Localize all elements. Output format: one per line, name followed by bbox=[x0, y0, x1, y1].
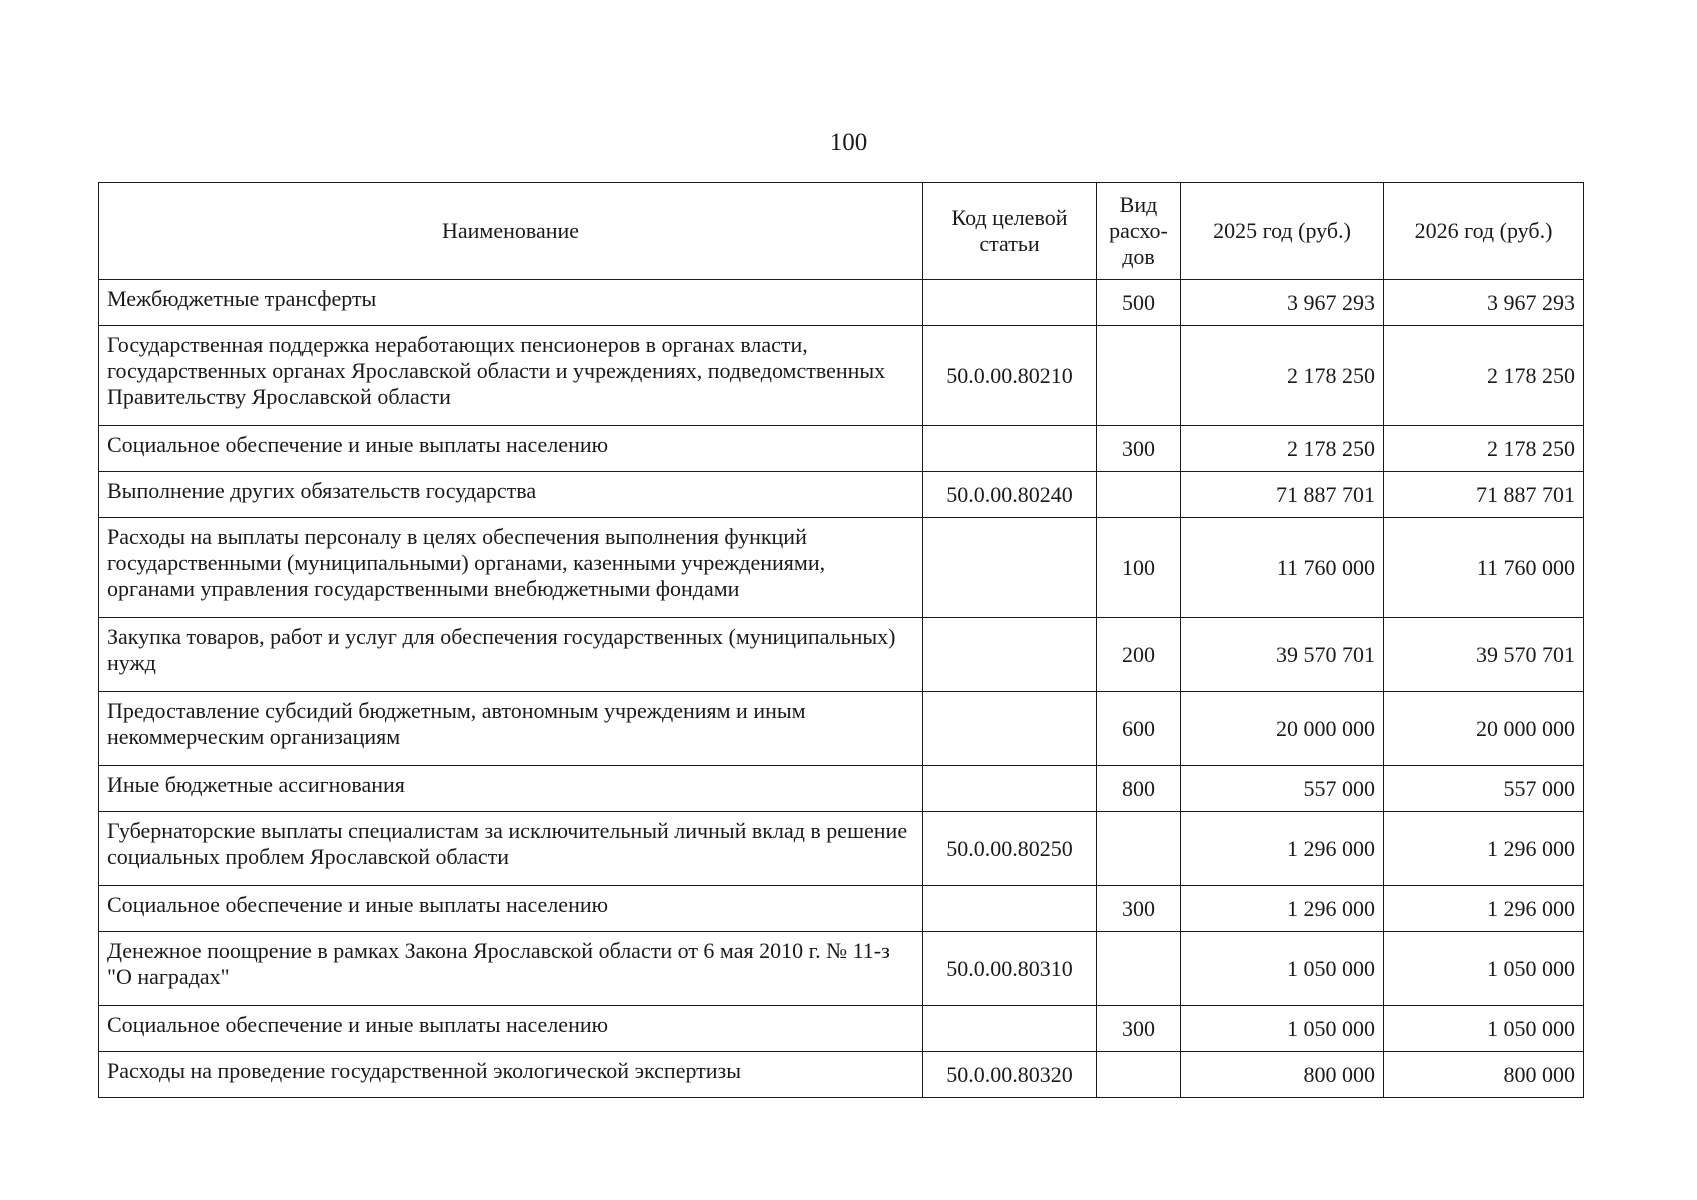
row-2026: 557 000 bbox=[1384, 766, 1584, 812]
table-row bbox=[99, 618, 1584, 692]
row-2026: 20 000 000 bbox=[1384, 692, 1584, 766]
row-code bbox=[923, 692, 1097, 766]
row-2026: 11 760 000 bbox=[1384, 518, 1584, 618]
row-2025: 71 887 701 bbox=[1181, 472, 1384, 518]
row-name: Социальное обеспечение и иные выплаты населению bbox=[99, 1006, 923, 1052]
table-row bbox=[99, 280, 1584, 326]
row-2025: 39 570 701 bbox=[1181, 618, 1384, 692]
row-code bbox=[923, 280, 1097, 326]
row-name: Выполнение других обязательств государства bbox=[99, 472, 923, 518]
row-name: Предоставление субсидий бюджетным, автономным учреждениям и иным некоммерческим организациям bbox=[99, 692, 923, 766]
row-code bbox=[923, 426, 1097, 472]
row-name: Денежное поощрение в рамках Закона Ярославской области от 6 мая 2010 г. № 11-з "О наградах" bbox=[99, 932, 923, 1006]
row-2025: 2 178 250 bbox=[1181, 326, 1384, 426]
row-vid: 600 bbox=[1097, 692, 1181, 766]
row-vid bbox=[1097, 812, 1181, 886]
row-2025: 2 178 250 bbox=[1181, 426, 1384, 472]
row-code bbox=[923, 886, 1097, 932]
row-2026: 71 887 701 bbox=[1384, 472, 1584, 518]
row-vid bbox=[1097, 932, 1181, 1006]
table-row bbox=[99, 692, 1584, 766]
header-2025: 2025 год (руб.) bbox=[1181, 183, 1384, 280]
row-code: 50.0.00.80310 bbox=[923, 932, 1097, 1006]
table-row bbox=[99, 518, 1584, 618]
header-name: Наименование bbox=[99, 183, 923, 280]
row-vid: 500 bbox=[1097, 280, 1181, 326]
table-row bbox=[99, 1052, 1584, 1098]
row-vid: 800 bbox=[1097, 766, 1181, 812]
row-name: Расходы на выплаты персоналу в целях обеспечения выполнения функций государственными (муниципальными) органами, казенными учреждениями, органами управления государственными внебюджетными фондами bbox=[99, 518, 923, 618]
table-row bbox=[99, 886, 1584, 932]
row-vid: 300 bbox=[1097, 1006, 1181, 1052]
row-2025: 1 296 000 bbox=[1181, 886, 1384, 932]
row-vid bbox=[1097, 472, 1181, 518]
table-header-row bbox=[99, 183, 1584, 280]
row-name: Закупка товаров, работ и услуг для обеспечения государственных (муниципальных) нужд bbox=[99, 618, 923, 692]
page-number: 100 bbox=[829, 129, 868, 156]
table-row bbox=[99, 472, 1584, 518]
row-2026: 3 967 293 bbox=[1384, 280, 1584, 326]
row-vid: 300 bbox=[1097, 426, 1181, 472]
row-2025: 1 296 000 bbox=[1181, 812, 1384, 886]
row-2026: 1 050 000 bbox=[1384, 1006, 1584, 1052]
row-2025: 1 050 000 bbox=[1181, 932, 1384, 1006]
header-2026: 2026 год (руб.) bbox=[1384, 183, 1584, 280]
header-vid: Вид расхо-дов bbox=[1097, 183, 1181, 280]
row-2026: 1 050 000 bbox=[1384, 932, 1584, 1006]
row-code bbox=[923, 1006, 1097, 1052]
row-2026: 2 178 250 bbox=[1384, 426, 1584, 472]
row-2026: 2 178 250 bbox=[1384, 326, 1584, 426]
row-vid bbox=[1097, 326, 1181, 426]
row-2026: 1 296 000 bbox=[1384, 886, 1584, 932]
budget-table bbox=[98, 182, 1584, 1098]
table-row bbox=[99, 766, 1584, 812]
row-2026: 800 000 bbox=[1384, 1052, 1584, 1098]
row-code: 50.0.00.80250 bbox=[923, 812, 1097, 886]
row-code bbox=[923, 766, 1097, 812]
row-vid: 200 bbox=[1097, 618, 1181, 692]
row-2026: 39 570 701 bbox=[1384, 618, 1584, 692]
row-code bbox=[923, 618, 1097, 692]
row-2025: 800 000 bbox=[1181, 1052, 1384, 1098]
row-code: 50.0.00.80210 bbox=[923, 326, 1097, 426]
row-name: Социальное обеспечение и иные выплаты населению bbox=[99, 886, 923, 932]
table-row bbox=[99, 326, 1584, 426]
table-row bbox=[99, 426, 1584, 472]
row-code bbox=[923, 518, 1097, 618]
row-vid bbox=[1097, 1052, 1181, 1098]
row-name: Межбюджетные трансферты bbox=[99, 280, 923, 326]
header-code: Код целевой статьи bbox=[923, 183, 1097, 280]
row-2025: 3 967 293 bbox=[1181, 280, 1384, 326]
row-name: Социальное обеспечение и иные выплаты населению bbox=[99, 426, 923, 472]
row-vid: 300 bbox=[1097, 886, 1181, 932]
row-name: Иные бюджетные ассигнования bbox=[99, 766, 923, 812]
row-2025: 557 000 bbox=[1181, 766, 1384, 812]
row-name: Губернаторские выплаты специалистам за исключительный личный вклад в решение социальных проблем Ярославской области bbox=[99, 812, 923, 886]
table-row bbox=[99, 812, 1584, 886]
table-row bbox=[99, 932, 1584, 1006]
row-name: Государственная поддержка неработающих пенсионеров в органах власти, государственных органах Ярославской области и учреждениях, подведомственных Правительству Ярославской области bbox=[99, 326, 923, 426]
row-vid: 100 bbox=[1097, 518, 1181, 618]
row-code: 50.0.00.80240 bbox=[923, 472, 1097, 518]
row-2025: 20 000 000 bbox=[1181, 692, 1384, 766]
table-row bbox=[99, 1006, 1584, 1052]
row-2025: 11 760 000 bbox=[1181, 518, 1384, 618]
row-code: 50.0.00.80320 bbox=[923, 1052, 1097, 1098]
row-name: Расходы на проведение государственной экологической экспертизы bbox=[99, 1052, 923, 1098]
row-2026: 1 296 000 bbox=[1384, 812, 1584, 886]
row-2025: 1 050 000 bbox=[1181, 1006, 1384, 1052]
